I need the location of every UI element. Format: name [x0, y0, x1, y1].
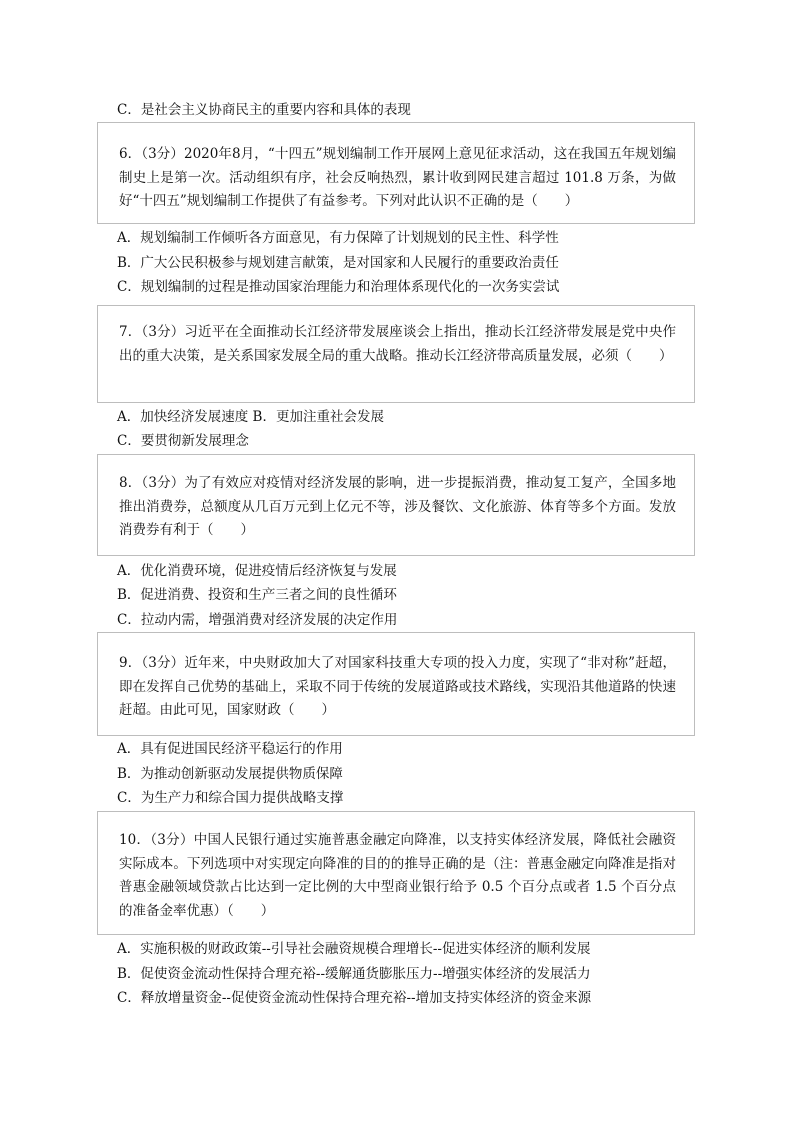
question-10-option-c: C．释放增量资金--促使资金流动性保持合理充裕--增加支持实体经济的资金来源 [117, 990, 592, 1006]
question-7-option-c: C．要贯彻新发展理念 [117, 433, 249, 449]
question-6-text: 6．（3分）2020年8月，“十四五”规划编制工作开展网上意见征求活动，这在我国五年规划编制史上是第一次。活动组织有序，社会反响热烈，累计收到网民建言超过 101.8 万条，为做好“十四五”规划编制工作提供了有益参考。下列对此认识不正确的是（ ） [119, 146, 676, 209]
question-10-option-a: A．实施积极的财政政策--引导社会融资规模合理增长--促进实体经济的顺利发展 [117, 941, 591, 957]
question-7-text: 7．（3分）习近平在全面推动长江经济带发展座谈会上指出，推动长江经济带发展是党中央作出的重大决策，是关系国家发展全局的重大战略。推动长江经济带高质量发展，必须（ ） [119, 324, 676, 364]
question-8-option-a: A．优化消费环境，促进疫情后经济恢复与发展 [117, 563, 397, 579]
question-8-text: 8．（3分）为了有效应对疫情对经济发展的影响，进一步提振消费，推动复工复产，全国多地推出消费券，总额度从几百万元到上亿元不等，涉及餐饮、文化旅游、体育等多个方面。发放消费券有利于（ ） [119, 475, 676, 538]
question-8-box [97, 454, 695, 556]
question-6-option-b: B．广大公民积极参与规划建言献策，是对国家和人民履行的重要政治责任 [117, 255, 559, 271]
question-7-box [97, 305, 695, 403]
question-6-option-c: C．规划编制的过程是推动国家治理能力和治理体系现代化的一次务实尝试 [117, 279, 560, 295]
question-9-option-c: C．为生产力和综合国力提供战略支撑 [117, 790, 344, 806]
question-9-text: 9．（3分）近年来，中央财政加大了对国家科技重大专项的投入力度，实现了“非对称”赶超，即在发挥自己优势的基础上，采取不同于传统的发展道路或技术路线，实现沿其他道路的快速赶超。由此可见，国家财政（ ） [119, 655, 676, 718]
question-9-option-b: B．为推动创新驱动发展提供物质保障 [117, 766, 343, 782]
question-8-option-c: C．拉动内需，增强消费对经济发展的决定作用 [117, 612, 398, 628]
question-8-option-b: B．促进消费、投资和生产三者之间的良性循环 [117, 587, 397, 603]
question-10-option-b: B．促使资金流动性保持合理充裕--缓解通货膨胀压力--增强实体经济的发展活力 [117, 966, 591, 982]
question-10-box [97, 811, 695, 935]
question-6-box [97, 122, 695, 224]
question-9-box [97, 632, 695, 736]
question-5-option-c: C．是社会主义协商民主的重要内容和具体的表现 [117, 102, 411, 118]
question-7-option-a-b: A．加快经济发展速度 B．更加注重社会发展 [117, 409, 384, 425]
question-9-option-a: A．具有促进国民经济平稳运行的作用 [117, 741, 343, 757]
question-6-option-a: A．规划编制工作倾听各方面意见，有力保障了计划规划的民主性、科学性 [117, 230, 559, 246]
question-10-text: 10．（3分）中国人民银行通过实施普惠金融定向降准，以支持实体经济发展，降低社会融资实际成本。下列选项中对实现定向降准的目的的推导正确的是（注：普惠金融定向降准是指对普惠金融领域贷款占比达到一定比例的大中型商业银行给予 0.5 个百分点或者 1.5 个百分点的准备金率优惠）（ ） [119, 832, 676, 919]
